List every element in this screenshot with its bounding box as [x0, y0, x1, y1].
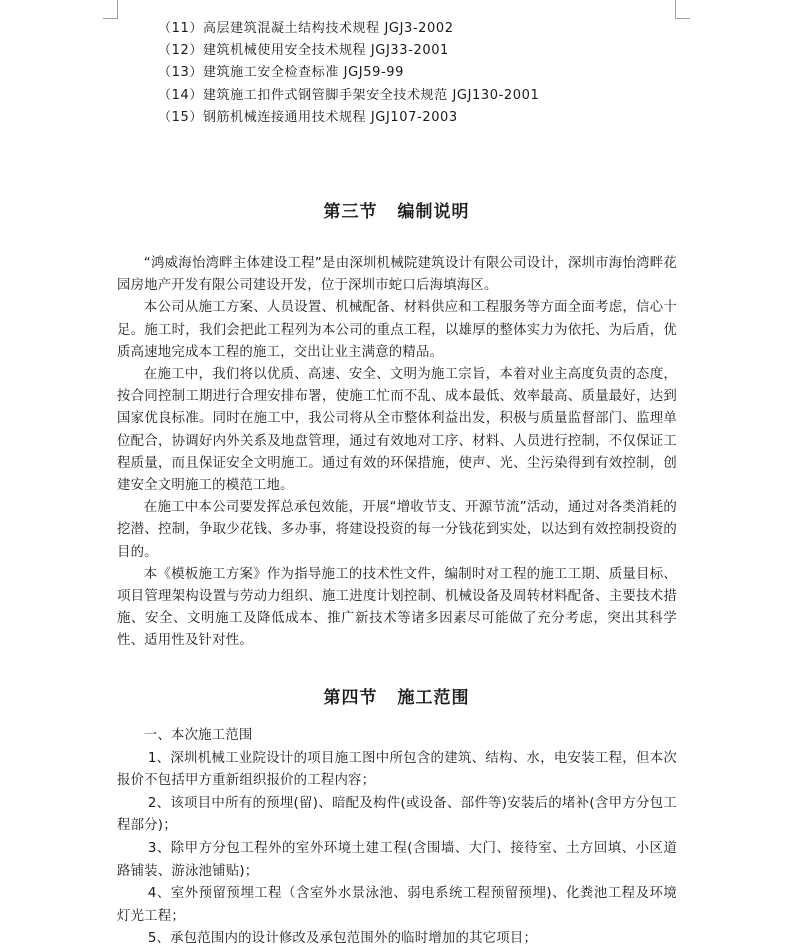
- section-4-body: [117, 725, 677, 951]
- section-3-heading: [0, 197, 793, 222]
- paragraph: 在施工中，我们将以优质、高速、安全、文明为施工宗旨，本着对业主高度负责的态度，按合同控制工期进行合理安排布署，使施工忙而不乱、成本最低、效率最高、质量最好，达到国家优良标准。同时在施工中，我公司将从全市整体利益出发，积极与质量监督部门、监理单位配合，协调好内外关系及地盘管理，通过有效地对工序、材料、人员进行控制，不仅保证工程质量，而且保证安全文明施工。通过有效的环保措施，使声、光、尘污染得到有效控制，创建安全文明施工的模范工地。: [117, 367, 677, 494]
- reference-item: （11）高层建筑混凝土结构技术规程 JGJ3-2002: [158, 21, 454, 36]
- scope-item: 3、除甲方分包工程外的室外环境土建工程(含围墙、大门、接待室、土方回填、小区道路铺装、游泳池铺贴)；: [117, 840, 677, 879]
- reference-item: （13）建筑施工安全检查标准 JGJ59-99: [158, 65, 404, 81]
- section-4-heading: [0, 683, 793, 708]
- reference-list: [158, 18, 539, 129]
- reference-item: （14）建筑施工扣件式钢管脚手架安全技术规范 JGJ130-2001: [158, 87, 540, 103]
- paragraph: 本公司从施工方案、人员设置、机械配备、材料供应和工程服务等方面全面考虑，信心十足。施工时，我们会把此工程列为本公司的重点工程，以雄厚的整体实力为依托、为后盾，优质高速地完成本工程的施工，交出让业主满意的精品。: [117, 300, 677, 360]
- paragraph: “鸿威海怡湾畔主体建设工程”是由深圳机械院建筑设计有限公司设计，深圳市海怡湾畔花园房地产开发有限公司建设开发，位于深圳市蛇口后海填海区。: [117, 256, 677, 294]
- scope-item: 2、该项目中所有的预埋(留)、暗配及构件(或设备、部件等)安装后的堵补(含甲方分包工程部分)；: [117, 795, 677, 834]
- reference-item: （12）建筑机械使用安全技术规程 JGJ33-2001: [158, 43, 449, 59]
- paragraph: 在施工中本公司要发挥总承包效能，开展“增收节支、开源节流”活动，通过对各类消耗的挖潜、控制，争取少花钱、多办事，将建设投资的每一分钱花到实处，以达到有效控制投资的目的。: [117, 500, 677, 560]
- section-4-title: 施工范围: [397, 688, 470, 708]
- scope-item: 4、室外预留预埋工程（含室外水景泳池、弱电系统工程预留预埋)、化粪池工程及环境灯光工程；: [117, 886, 677, 924]
- scope-item: 5、承包范围内的设计修改及承包范围外的临时增加的其它项目；: [147, 931, 538, 947]
- reference-item: （15）钢筋机械连接通用技术规程 JGJ107-2003: [158, 109, 458, 125]
- section-3-body: [117, 253, 677, 653]
- scope-item: 1、深圳机械工业院设计的项目施工图中所包含的建筑、结构、水，电安装工程，但本次报价不包括甲方重新组织报价的工程内容；: [117, 750, 677, 789]
- paragraph: 本《模板施工方案》作为指导施工的技术性文件，编制时对工程的施工工期、质量目标、项目管理架构设置与劳动力组织、施工进度计划控制、机械设备及周转材料配备、主要技术措施、安全、文明施工及降低成本、推广新技术等诸多因素尽可能做了充分考虑，突出其科学性、适用性及针对性。: [117, 566, 677, 649]
- section-4-number: 第四节: [323, 688, 378, 708]
- section-3-number: 第三节: [323, 202, 378, 222]
- section-3-title: 编制说明: [397, 202, 470, 222]
- scope-heading: 一、本次施工范围: [143, 728, 253, 743]
